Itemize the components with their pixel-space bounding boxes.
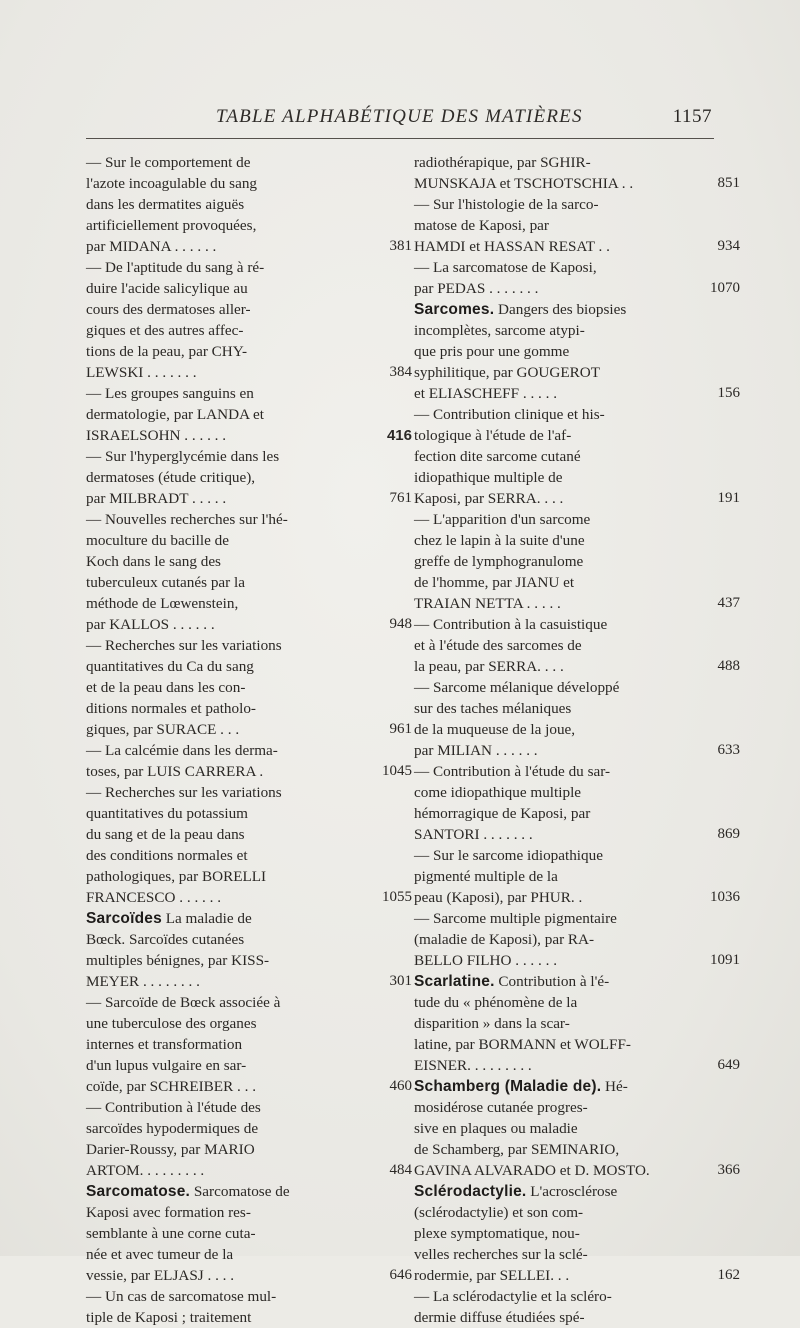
entry-line: HAMDI et HASSAN RESAT . . (414, 238, 610, 255)
entry-line-text: Contribution à l'é- (498, 973, 610, 990)
entry-line: (sclérodactylie) et son com- (414, 1204, 584, 1221)
index-entry (414, 614, 740, 677)
entry-line: peau (Kaposi), par PHUR. . (414, 889, 583, 906)
page-reference: 1045 (382, 763, 412, 779)
running-head (86, 106, 718, 136)
entry-line: — Contribution à l'étude des (86, 1099, 261, 1116)
entry-line: syphilitique, par GOUGEROT (414, 364, 601, 381)
entry-line: latine, par BORMANN et WOLFF- (414, 1036, 631, 1053)
index-entry (414, 257, 740, 299)
entry-line: TRAIAN NETTA . . . . . (414, 595, 561, 612)
entry-headword: Sarcomes. (414, 301, 495, 318)
entry-line: méthode de Lœwenstein, (86, 595, 239, 612)
entry-line: tuberculeux cutanés par la (86, 574, 245, 591)
entry-line: dans les dermatites aiguës (86, 196, 245, 213)
entry-line: — Contribution clinique et his- (414, 406, 605, 423)
index-entry (414, 677, 740, 761)
entry-line: par MIDANA . . . . . . (86, 238, 217, 255)
entry-line (414, 1076, 684, 1097)
entry-line: — Contribution à la casuistique (414, 616, 608, 633)
entry-line: incomplètes, sarcome atypi- (414, 322, 585, 339)
entry-line-text: Sarcomatose de (193, 1183, 290, 1200)
index-entry (86, 1097, 412, 1181)
page-reference: 649 (717, 1057, 740, 1073)
page-reference: 948 (389, 616, 412, 632)
entry-line: de l'homme, par JIANU et (414, 574, 575, 591)
entry-line (86, 1181, 356, 1202)
entry-line: giques, par SURACE . . . (86, 721, 240, 738)
entry-line: vessie, par ELJASJ . . . . (86, 1267, 235, 1284)
entry-line: — La sclérodactylie et la scléro- (414, 1288, 612, 1305)
entry-line: ISRAELSOHN . . . . . . (86, 427, 227, 444)
entry-line: par MILIAN . . . . . . (414, 742, 538, 759)
entry-line: — Sur l'hyperglycémie dans les (86, 448, 280, 465)
entry-line: — Recherches sur les variations (86, 637, 282, 654)
entry-line: pathologiques, par BORELLI (86, 868, 267, 885)
page-reference: 934 (717, 238, 740, 254)
index-entry (414, 404, 740, 509)
entry-line: — Nouvelles recherches sur l'hé- (86, 511, 288, 528)
index-entry (414, 761, 740, 845)
entry-line: tiple de Kaposi ; traitement (86, 1309, 252, 1326)
entry-line: plexe symptomatique, nou- (414, 1225, 580, 1242)
index-entry (414, 194, 740, 257)
index-entry (86, 509, 412, 635)
entry-line: — Contribution à l'étude du sar- (414, 763, 611, 780)
entry-line: l'azote incoagulable du sang (86, 175, 258, 192)
index-entry (414, 1076, 740, 1181)
page-reference: 162 (717, 1267, 740, 1283)
entry-line: internes et transformation (86, 1036, 243, 1053)
entry-line: toses, par LUIS CARRERA . (86, 763, 264, 780)
entry-line: dermie diffuse étudiées spé- (414, 1309, 585, 1326)
entry-line: mosidérose cutanée progres- (414, 1099, 588, 1116)
entry-line: cours des dermatoses aller- (86, 301, 251, 318)
entry-headword: Sclérodactylie. (414, 1183, 527, 1200)
entry-line: tologique à l'étude de l'af- (414, 427, 572, 444)
entry-line: par PEDAS . . . . . . . (414, 280, 539, 297)
index-entry (414, 299, 740, 404)
entry-line-text: L'acrosclérose (530, 1183, 618, 1200)
entry-line: chez le lapin à la suite d'une (414, 532, 585, 549)
entry-line: ARTOM. . . . . . . . . (86, 1162, 205, 1179)
entry-line: idiopathique multiple de (414, 469, 563, 486)
entry-headword: Sarcoïdes (86, 910, 162, 927)
page-reference: 1055 (382, 889, 412, 905)
right-column (414, 152, 740, 1328)
page-reference: 416 (386, 427, 412, 444)
entry-line: (maladie de Kaposi), par RA- (414, 931, 595, 948)
entry-line: pigmenté multiple de la (414, 868, 558, 885)
entry-line: — Sur le sarcome idiopathique (414, 847, 603, 864)
page-reference: 191 (717, 490, 740, 506)
entry-line: artificiellement provoquées, (86, 217, 257, 234)
page-reference: 1036 (710, 889, 740, 905)
entry-line: ditions normales et patholo- (86, 700, 256, 717)
page-reference: 460 (389, 1078, 412, 1094)
entry-line: sive en plaques ou maladie (414, 1120, 578, 1137)
entry-line: tude du « phénomène de la (414, 994, 578, 1011)
page-reference: 961 (389, 721, 412, 737)
header-rule (86, 138, 714, 139)
entry-headword: Sarcomatose. (86, 1183, 191, 1200)
entry-line: EISNER. . . . . . . . . (414, 1057, 532, 1074)
entry-line: la peau, par SERRA. . . . (414, 658, 564, 675)
entry-line: Kaposi avec formation res- (86, 1204, 251, 1221)
page-reference: 761 (389, 490, 412, 506)
entry-line: — Sur le comportement de (86, 154, 251, 171)
page-number: 1157 (672, 106, 712, 127)
entry-line: LEWSKI . . . . . . . (86, 364, 197, 381)
entry-line: duire l'acide salicylique au (86, 280, 248, 297)
entry-line: — Un cas de sarcomatose mul- (86, 1288, 277, 1305)
page-reference: 646 (389, 1267, 412, 1283)
entry-line: tions de la peau, par CHY- (86, 343, 248, 360)
entry-line: velles recherches sur la sclé- (414, 1246, 588, 1263)
index-entry (86, 1181, 412, 1286)
entry-line: giques et des autres affec- (86, 322, 244, 339)
entry-line: semblante à une corne cuta- (86, 1225, 256, 1242)
index-entry (86, 992, 412, 1097)
entry-line: sarcoïdes hypodermiques de (86, 1120, 259, 1137)
entry-line-text: La maladie de (165, 910, 252, 927)
entry-line: d'un lupus vulgaire en sar- (86, 1057, 247, 1074)
entry-line: née et avec tumeur de la (86, 1246, 234, 1263)
entry-line (414, 1181, 684, 1202)
entry-line: — Sur l'histologie de la sarco- (414, 196, 599, 213)
page-reference: 437 (717, 595, 740, 611)
entry-line: dermatoses (étude critique), (86, 469, 256, 486)
index-entry (86, 782, 412, 908)
entry-line: FRANCESCO . . . . . . (86, 889, 222, 906)
index-entry (414, 1286, 684, 1328)
entry-line: quantitatives du potassium (86, 805, 248, 822)
entry-line (86, 908, 356, 929)
page-reference: 869 (717, 826, 740, 842)
entry-line: du sang et de la peau dans (86, 826, 245, 843)
entry-line: — La calcémie dans les derma- (86, 742, 278, 759)
entry-line: de la muqueuse de la joue, (414, 721, 576, 738)
entry-line: que pris pour une gomme (414, 343, 570, 360)
entry-line: sur des taches mélaniques (414, 700, 572, 717)
page-reference: 156 (717, 385, 740, 401)
page-reference: 1091 (710, 952, 740, 968)
index-entry (414, 971, 740, 1076)
entry-line: Bœck. Sarcoïdes cutanées (86, 931, 245, 948)
left-column (86, 152, 412, 1328)
entry-line: radiothérapique, par SGHIR- (414, 154, 591, 171)
entry-headword: Schamberg (Maladie de). (414, 1078, 602, 1095)
entry-line: — Sarcoïde de Bœck associée à (86, 994, 281, 1011)
entry-line: des conditions normales et (86, 847, 248, 864)
entry-line: — Sarcome mélanique développé (414, 679, 620, 696)
entry-line: — L'apparition d'un sarcome (414, 511, 591, 528)
entry-line: multiples bénignes, par KISS- (86, 952, 270, 969)
page-reference: 851 (717, 175, 740, 191)
entry-line: dermatologie, par LANDA et (86, 406, 264, 423)
index-entry (86, 1286, 356, 1328)
entry-line: et à l'étude des sarcomes de (414, 637, 582, 654)
index-entry (414, 152, 740, 194)
entry-line: et de la peau dans les con- (86, 679, 246, 696)
entry-line: — Les groupes sanguins en (86, 385, 254, 402)
entry-line: de Schamberg, par SEMINARIO, (414, 1141, 620, 1158)
entry-line: BELLO FILHO . . . . . . (414, 952, 558, 969)
entry-line: Kaposi, par SERRA. . . . (414, 490, 564, 507)
entry-line: — Sarcome multiple pigmentaire (414, 910, 617, 927)
entry-line: — La sarcomatose de Kaposi, (414, 259, 597, 276)
entry-line: — De l'aptitude du sang à ré- (86, 259, 265, 276)
index-entry (86, 257, 412, 383)
index-entry (414, 845, 740, 908)
entry-line: disparition » dans la scar- (414, 1015, 570, 1032)
entry-line: matose de Kaposi, par (414, 217, 549, 234)
index-entry (86, 740, 412, 782)
page-reference: 381 (389, 238, 412, 254)
entry-line: come idiopathique multiple (414, 784, 582, 801)
entry-line (414, 971, 684, 992)
entry-line: rodermie, par SELLEI. . . (414, 1267, 570, 1284)
index-entry (414, 1181, 740, 1286)
page-reference: 301 (389, 973, 412, 989)
entry-line: hémorragique de Kaposi, par (414, 805, 591, 822)
entry-line: par KALLOS . . . . . . (86, 616, 215, 633)
entry-line-text: Hé- (605, 1078, 628, 1095)
index-entry (86, 152, 412, 257)
entry-line: une tuberculose des organes (86, 1015, 257, 1032)
entry-line: greffe de lymphogranulome (414, 553, 584, 570)
entry-line-text: Dangers des biopsies (498, 301, 627, 318)
entry-line: — Recherches sur les variations (86, 784, 282, 801)
index-entry (86, 635, 412, 740)
page-reference: 366 (717, 1162, 740, 1178)
index-entry (86, 383, 412, 446)
entry-line: Koch dans le sang des (86, 553, 221, 570)
entry-line: et ELIASCHEFF . . . . . (414, 385, 558, 402)
entry-line: Darier-Roussy, par MARIO (86, 1141, 255, 1158)
entry-line: coïde, par SCHREIBER . . . (86, 1078, 256, 1095)
entry-line: quantitatives du Ca du sang (86, 658, 254, 675)
entry-line (414, 299, 684, 320)
page-reference: 488 (717, 658, 740, 674)
index-entry (414, 509, 740, 614)
entry-line: fection dite sarcome cutané (414, 448, 581, 465)
entry-line: moculture du bacille de (86, 532, 229, 549)
index-entry (414, 908, 740, 971)
page-reference: 1070 (710, 280, 740, 296)
entry-line: GAVINA ALVARADO et D. MOSTO. (414, 1162, 650, 1179)
page-reference: 484 (389, 1162, 412, 1178)
entry-line: par MILBRADT . . . . . (86, 490, 227, 507)
index-entry (86, 446, 412, 509)
running-title: TABLE ALPHABÉTIQUE DES MATIÈRES (216, 106, 583, 127)
index-entry (86, 908, 412, 992)
entry-line: SANTORI . . . . . . . (414, 826, 533, 843)
entry-headword: Scarlatine. (414, 973, 495, 990)
entry-line: MUNSKAJA et TSCHOTSCHIA . . (414, 175, 634, 192)
entry-line: MEYER . . . . . . . . (86, 973, 200, 990)
page-reference: 384 (389, 364, 412, 380)
page-reference: 633 (717, 742, 740, 758)
